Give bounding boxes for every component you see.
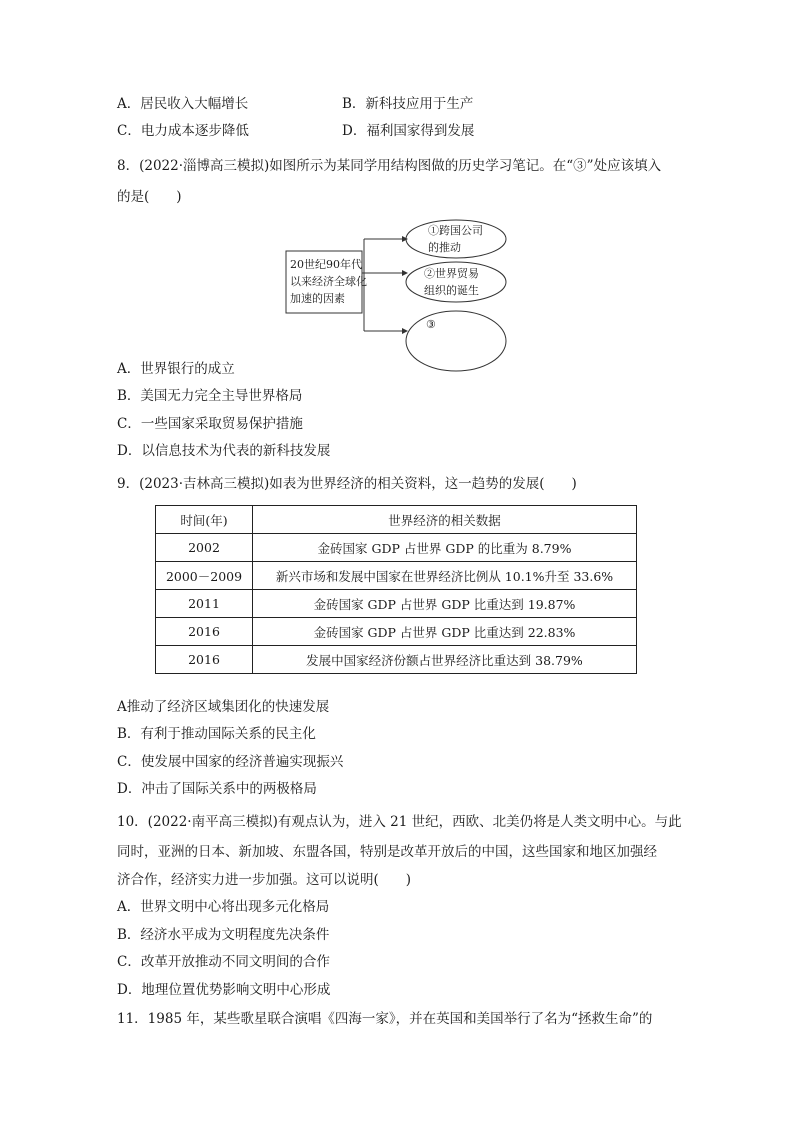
economy-data-table xyxy=(155,505,637,674)
q10-option-b: B．经济水平成为文明程度先决条件 xyxy=(117,927,330,943)
table-cell-data: 金砖国家 GDP 占世界 GDP 比重达到 19.87% xyxy=(253,590,637,618)
diagram-node3: ③ xyxy=(426,318,436,331)
table-row xyxy=(156,618,637,646)
table-cell-year: 2016 xyxy=(156,646,253,674)
q11-stem-line1: 11．1985 年，某些歌星联合演唱《四海一家》，并在英国和美国举行了名为“拯救生命”的 xyxy=(117,1011,653,1027)
q8-stem-line1: 8．(2022·淄博高三模拟)如图所示为某同学用结构图做的历史学习笔记。在“③”处应该填入 xyxy=(117,158,662,174)
diagram-center-line2: 以来经济全球化 xyxy=(290,275,367,288)
q8-stem-line2: 的是( ) xyxy=(117,189,182,205)
q9-option-b: B．有利于推动国际关系的民主化 xyxy=(117,726,316,742)
table-cell-year: 2000－2009 xyxy=(156,562,253,590)
q9-stem: 9．(2023·吉林高三模拟)如表为世界经济的相关资料，这一趋势的发展( ) xyxy=(117,476,577,492)
q7-option-c: C．电力成本逐步降低 xyxy=(117,123,249,139)
table-cell-data: 发展中国家经济份额占世界经济比重达到 38.79% xyxy=(253,646,637,674)
diagram-center-line1: 20世纪90年代 xyxy=(290,258,362,271)
q7-option-b: B．新科技应用于生产 xyxy=(342,96,474,112)
diagram-node1-line2: 的推动 xyxy=(428,241,461,254)
q10-stem-line2: 同时，亚洲的日本、新加坡、东盟各国，特别是改革开放后的中国，这些国家和地区加强经 xyxy=(117,844,657,860)
table-cell-data: 金砖国家 GDP 占世界 GDP 的比重为 8.79% xyxy=(253,534,637,562)
q9-option-c: C．使发展中国家的经济普遍实现振兴 xyxy=(117,754,344,770)
table-cell-data: 金砖国家 GDP 占世界 GDP 比重达到 22.83% xyxy=(253,618,637,646)
diagram-center-line3: 加速的因素 xyxy=(290,292,345,305)
q7-option-a: A．居民收入大幅增长 xyxy=(117,96,249,112)
q9-option-d: D．冲击了国际关系中的两极格局 xyxy=(117,781,317,797)
q8-option-c: C．一些国家采取贸易保护措施 xyxy=(117,416,303,432)
table-header-year: 时间(年) xyxy=(156,506,253,534)
table-row xyxy=(156,590,637,618)
table-header-data: 世界经济的相关数据 xyxy=(253,506,637,534)
table-row xyxy=(156,646,637,674)
table-row xyxy=(156,562,637,590)
q10-option-a: A．世界文明中心将出现多元化格局 xyxy=(117,899,330,915)
structure-diagram xyxy=(284,217,514,377)
table-cell-year: 2011 xyxy=(156,590,253,618)
table-header-row xyxy=(156,506,637,534)
q7-option-d: D．福利国家得到发展 xyxy=(342,123,475,139)
q8-option-a: A．世界银行的成立 xyxy=(117,361,235,377)
table-row xyxy=(156,534,637,562)
diagram-node2-line1: ②世界贸易 xyxy=(424,267,479,280)
q8-option-b: B．美国无力完全主导世界格局 xyxy=(117,388,303,404)
table-cell-data: 新兴市场和发展中国家在世界经济比例从 10.1%升至 33.6% xyxy=(253,562,637,590)
q9-option-a: A推动了经济区域集团化的快速发展 xyxy=(117,699,330,715)
diagram-node2-line2: 组织的诞生 xyxy=(424,284,479,297)
q10-stem-line1: 10．(2022·南平高三模拟)有观点认为，进入 21 世纪，西欧、北美仍将是人类文明中心。与此 xyxy=(117,814,682,830)
q8-option-d: D．以信息技术为代表的新科技发展 xyxy=(117,443,331,459)
table-cell-year: 2002 xyxy=(156,534,253,562)
q10-option-c: C．改革开放推动不同文明间的合作 xyxy=(117,954,330,970)
q10-stem-line3: 济合作，经济实力进一步加强。这可以说明( ) xyxy=(117,872,412,888)
table-cell-year: 2016 xyxy=(156,618,253,646)
diagram-node1-line1: ①跨国公司 xyxy=(428,224,483,237)
q10-option-d: D．地理位置优势影响文明中心形成 xyxy=(117,982,331,998)
